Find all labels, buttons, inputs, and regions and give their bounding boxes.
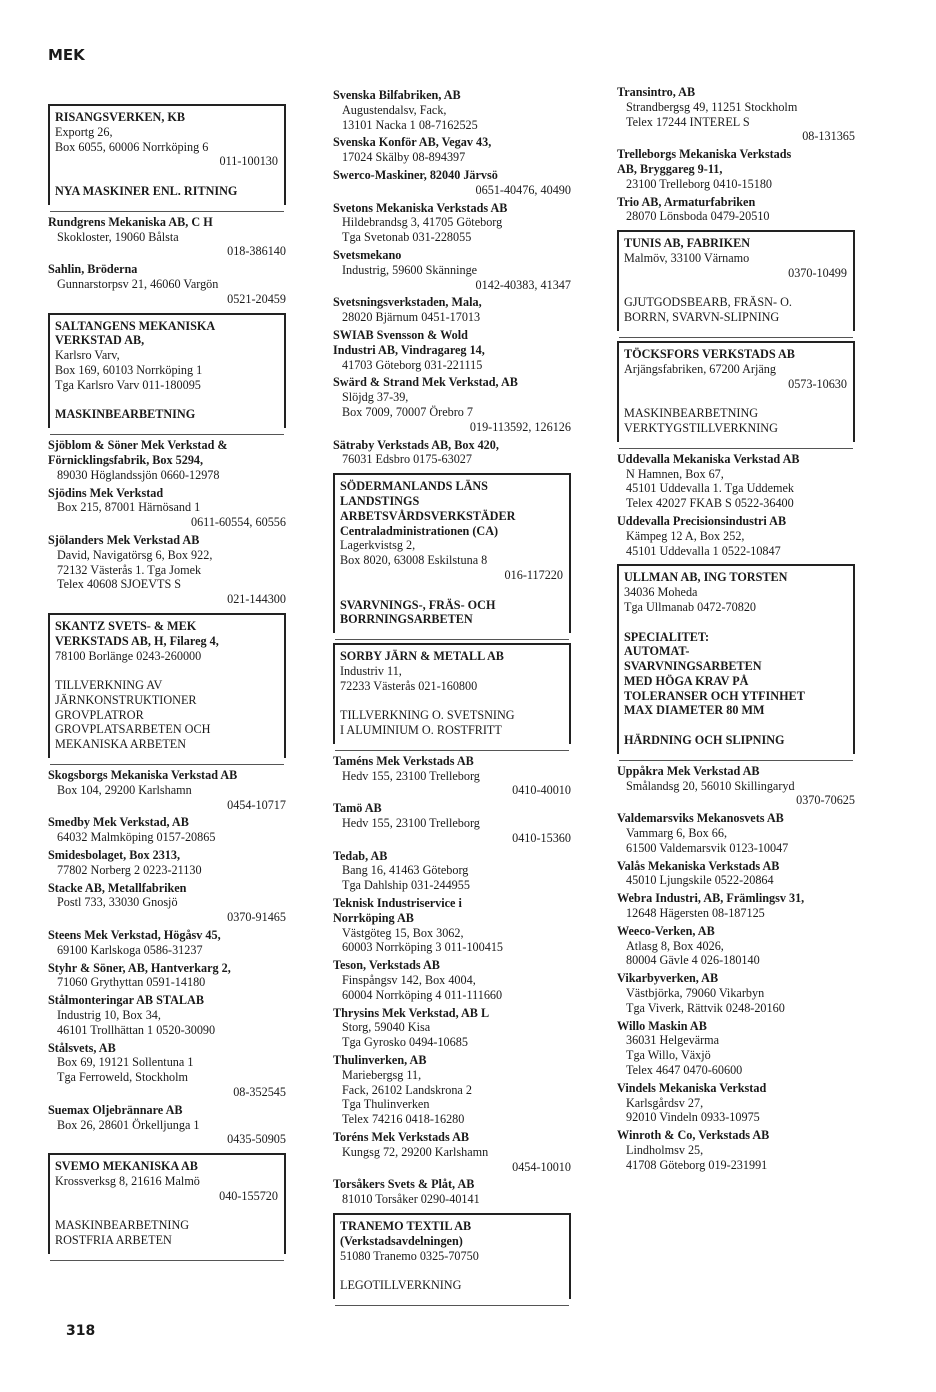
- listing-line: Karlsro Varv,: [55, 348, 120, 363]
- listing-line: Box 104, 29200 Karlshamn: [57, 782, 192, 797]
- listing-name: Thrysins Mek Verkstad, AB L: [333, 1005, 490, 1020]
- listing-entry: [48, 1103, 286, 1147]
- listing-line: Telex 17244 INTEREL S: [626, 114, 750, 129]
- listing-name: Svenska Bilfabriken, AB: [333, 88, 461, 102]
- directory-column-3: [617, 85, 855, 1176]
- listing-line: GJUTGODSBEARB, FRÄSN- O.: [624, 295, 792, 310]
- listing-line: 0454-10717: [227, 797, 286, 812]
- listing-entry: [617, 924, 855, 968]
- listing-line: 016-117220: [504, 567, 563, 582]
- listing-line: LEGOTILLVERKNING: [340, 1278, 462, 1293]
- listing-line: AUTOMAT-: [624, 644, 690, 659]
- listing-line: Industrig 10, Box 34,: [57, 1008, 161, 1023]
- listing-entry: [333, 1177, 571, 1207]
- listing-line: MASKINBEARBETNING: [624, 406, 759, 421]
- listing-line: Box 215, 87001 Härnösand 1: [57, 500, 201, 515]
- listing-line: HÄRDNING OCH SLIPNING: [624, 733, 785, 748]
- listing-line: JÄRNKONSTRUKTIONER: [55, 692, 197, 707]
- listing-line: 0410-40010: [512, 783, 571, 798]
- listing-line: Box 6055, 60006 Norrköping 6: [55, 139, 209, 154]
- listing-line: Postl 733, 33030 Gnosjö: [57, 895, 178, 910]
- listing-line: NYA MASKINER ENL. RITNING: [55, 183, 238, 198]
- listing-entry: [48, 262, 286, 306]
- listing-line: 45010 Ljungskile 0522-20864: [626, 873, 774, 888]
- listing-line: Box 26, 28601 Örkelljunga 1: [57, 1117, 200, 1132]
- listing-line: 0370-10499: [788, 265, 847, 280]
- listing-name: Svetsningsverkstaden, Mala,: [333, 295, 482, 310]
- listing-line: I ALUMINIUM O. ROSTFRITT: [340, 723, 502, 738]
- listing-name: Tedab, AB: [333, 848, 388, 863]
- listing-line: 13101 Nacka 1 08-7162525: [342, 117, 478, 132]
- listing-line: Tga Svetonab 031-228055: [342, 230, 472, 245]
- listing-line: [55, 393, 278, 408]
- listing-entry: [333, 896, 571, 955]
- listing-line: Exportg 26,: [55, 124, 113, 139]
- listing-entry: [617, 514, 855, 558]
- listing-line: Västbjörka, 79060 Vikarbyn: [626, 986, 765, 1001]
- listing-entry: [333, 88, 571, 132]
- listing-line: BORRN, SVARVN-SLIPNING: [624, 310, 780, 325]
- listing-line: 45101 Uddevalla 1 0522-10847: [626, 543, 781, 558]
- listing-name: Smedby Mek Verkstad, AB: [48, 815, 189, 830]
- listing-name: Svetsmekano: [333, 247, 402, 262]
- listing-line: Lindholmsv 25,: [626, 1143, 704, 1157]
- listing-entry: [48, 815, 286, 845]
- listing-name: SORBY JÄRN & METALL AB: [340, 649, 504, 664]
- listing-name: Svenska Konför AB, Vegav 43,: [333, 135, 492, 150]
- listing-line: BORRNINGSARBETEN: [340, 612, 473, 627]
- listing-name: SÖDERMANLANDS LÄNS: [340, 479, 488, 494]
- listing-name: RISANGSVERKEN, KB: [55, 110, 186, 124]
- listing-name: Uddevalla Mekaniska Verkstad AB: [617, 451, 800, 466]
- listing-line: Centraladministrationen (CA): [340, 523, 499, 538]
- listing-name: Valdemarsviks Mekanosvets AB: [617, 811, 784, 826]
- listing-line: Tga Thulinverken: [342, 1097, 430, 1112]
- listing-entry: [333, 1130, 571, 1174]
- listing-line: 08-131365: [802, 129, 855, 144]
- listing-name: Sätraby Verkstads AB, Box 420,: [333, 437, 499, 452]
- listing-name: Thulinverken, AB: [333, 1053, 427, 1068]
- listing-line: VERKSTADS AB, H, Filareg 4,: [55, 633, 219, 648]
- listing-name: Vikarbyverken, AB: [617, 971, 719, 986]
- listing-line: 0142-40383, 41347: [475, 277, 571, 292]
- listing-entry: [48, 881, 286, 925]
- listing-name: Sahlin, Bröderna: [48, 262, 138, 277]
- listing-line: Industri AB, Vindragareg 14,: [333, 342, 485, 357]
- listing-entry: [333, 958, 571, 1002]
- listing-entry: [333, 801, 571, 845]
- listing-name: Webra Industri, AB, Främlingsv 31,: [617, 891, 805, 906]
- listing-line: Arjängsfabriken, 67200 Arjäng: [624, 361, 776, 376]
- listing-line: 0573-10630: [788, 376, 847, 391]
- listing-entry: [48, 961, 286, 991]
- listing-name: Stålsvets, AB: [48, 1040, 116, 1055]
- listing-line: SVARVNINGS-, FRÄS- OCH: [340, 597, 496, 612]
- listing-line: MASKINBEARBETNING: [55, 1218, 190, 1233]
- listing-line: TILLVERKNING O. SVETSNING: [340, 708, 515, 723]
- listing-line: Smålandsg 20, 56010 Skillingaryd: [626, 778, 795, 793]
- listing-line: 28070 Lönsboda 0479-20510: [626, 209, 770, 224]
- listing-entry: [333, 295, 571, 325]
- listing-line: SPECIALITET:: [624, 629, 710, 644]
- listing-name: ULLMAN AB, ING TORSTEN: [624, 570, 788, 585]
- listing-line: 040-155720: [219, 1188, 278, 1203]
- listing-line: [340, 583, 563, 598]
- listing-line: Förnicklingsfabrik, Box 5294,: [48, 452, 204, 467]
- listing-entry: [48, 533, 286, 607]
- listing-line: Fack, 26102 Landskrona 2: [342, 1082, 472, 1097]
- listing-name: SVEMO MEKANISKA AB: [55, 1159, 198, 1174]
- listing-name: Steens Mek Verkstad, Högåsv 45,: [48, 928, 221, 943]
- listing-line: 72233 Västerås 021-160800: [340, 678, 478, 693]
- listing-entry: [617, 891, 855, 921]
- listing-line: [624, 281, 847, 296]
- listing-line: Telex 4647 0470-60600: [626, 1063, 743, 1078]
- listing-entry: [333, 754, 571, 798]
- listing-entry: [48, 768, 286, 812]
- listing-line: David, Navigatörsg 6, Box 922,: [57, 547, 213, 562]
- listing-line: (Verkstadsavdelningen): [340, 1233, 463, 1248]
- listing-line: Box 169, 60103 Norrköping 1: [55, 362, 203, 377]
- listing-name: TÖCKSFORS VERKSTADS AB: [624, 346, 795, 361]
- listing-line: 71060 Grythyttan 0591-14180: [57, 975, 206, 990]
- listing-line: 60003 Norrköping 3 011-100415: [342, 940, 504, 955]
- listing-name: Transintro, AB: [617, 85, 696, 99]
- listing-name: Weeco-Verken, AB: [617, 923, 715, 938]
- listing-line: [624, 391, 847, 406]
- listing-line: [55, 169, 278, 184]
- listing-line: 78100 Borlänge 0243-260000: [55, 648, 202, 663]
- listing-line: Storg, 59040 Kisa: [342, 1020, 431, 1035]
- boxed-listing: [617, 230, 855, 331]
- listing-line: Vammarg 6, Box 66,: [626, 826, 727, 841]
- page-header: MEK: [48, 46, 85, 64]
- listing-line: 51080 Tranemo 0325-70750: [340, 1248, 479, 1263]
- listing-line: VERKTYGSTILLVERKNING: [624, 420, 778, 435]
- listing-name: Suemax Oljebrännare AB: [48, 1102, 183, 1117]
- listing-entry: [333, 849, 571, 893]
- listing-line: Skokloster, 19060 Bålsta: [57, 229, 179, 244]
- listing-entry: [48, 486, 286, 530]
- listing-line: 34036 Moheda: [624, 585, 698, 600]
- listing-line: LANDSTINGS: [340, 493, 420, 508]
- listing-line: TOLERANSER OCH YTFINHET: [624, 688, 805, 703]
- boxed-listing: [333, 1213, 571, 1299]
- listing-line: Kämpeg 12 A, Box 252,: [626, 528, 745, 543]
- listing-name: Styhr & Söner, AB, Hantverkarg 2,: [48, 960, 231, 975]
- listing-line: [340, 1263, 563, 1278]
- listing-entry: [48, 928, 286, 958]
- listing-name: Skogsborgs Mekaniska Verkstad AB: [48, 768, 238, 783]
- listing-name: SALTANGENS MEKANISKA: [55, 318, 216, 333]
- listing-entry: [617, 1128, 855, 1172]
- listing-name: Stålmonteringar AB STALAB: [48, 993, 204, 1008]
- listing-line: Box 7009, 70007 Örebro 7: [342, 404, 474, 419]
- listing-line: Karlsgårdsv 27,: [626, 1095, 704, 1110]
- listing-line: 17024 Skälby 08-894397: [342, 150, 466, 165]
- listing-name: Sjöblom & Söner Mek Verkstad &: [48, 438, 228, 453]
- listing-name: Teknisk Industriservice i: [333, 896, 462, 911]
- listing-line: 92010 Vindeln 0933-10975: [626, 1110, 760, 1125]
- listing-line: 46101 Trollhättan 1 0520-30090: [57, 1022, 216, 1037]
- listing-line: 28020 Bjärnum 0451-17013: [342, 310, 481, 325]
- boxed-listing: [333, 643, 571, 744]
- listing-name: TRANEMO TEXTIL AB: [340, 1218, 472, 1233]
- listing-line: 0454-10010: [512, 1159, 571, 1174]
- listing-name: SWIAB Svensson & Wold: [333, 327, 468, 342]
- listing-entry: [333, 328, 571, 372]
- listing-line: MEKANISKA ARBETEN: [55, 737, 187, 752]
- listing-entry: [617, 147, 855, 191]
- listing-name: Svetons Mekaniska Verkstads AB: [333, 200, 508, 215]
- directory-column-1: [48, 98, 286, 1264]
- listing-name: Sjölanders Mek Verkstad AB: [48, 532, 200, 547]
- listing-line: Tga Gyrosko 0494-10685: [342, 1035, 468, 1050]
- listing-name: Tamö AB: [333, 801, 382, 816]
- listing-entry: [48, 1041, 286, 1100]
- listing-name: Teson, Verkstads AB: [333, 958, 440, 973]
- listing-line: Gunnarstorpsv 21, 46060 Vargön: [57, 276, 219, 291]
- listing-entry: [617, 971, 855, 1015]
- listing-entry: [333, 375, 571, 434]
- listing-line: 81010 Torsåker 0290-40141: [342, 1192, 480, 1207]
- listing-name: Winroth & Co, Verkstads AB: [617, 1128, 770, 1143]
- listing-line: 41708 Göteborg 019-231991: [626, 1157, 768, 1172]
- listing-name: SKANTZ SVETS- & MEK: [55, 618, 197, 633]
- listing-line: [624, 718, 847, 733]
- listing-line: MASKINBEARBETNING: [55, 407, 196, 422]
- listing-line: Bang 16, 41463 Göteborg: [342, 863, 469, 878]
- listing-line: Hedv 155, 23100 Trelleborg: [342, 768, 480, 783]
- listing-line: [55, 663, 278, 678]
- listing-entry: [48, 993, 286, 1037]
- listing-line: Krossverksg 8, 21616 Malmö: [55, 1174, 200, 1188]
- listing-name: Taméns Mek Verkstads AB: [333, 753, 474, 768]
- listing-line: 019-113592, 126126: [469, 419, 571, 434]
- listing-line: Augustendalsv, Fack,: [342, 102, 447, 117]
- listing-line: VERKSTAD AB,: [55, 333, 145, 348]
- listing-line: N Hamnen, Box 67,: [626, 466, 724, 481]
- listing-line: MAX DIAMETER 80 MM: [624, 703, 765, 718]
- boxed-listing: [48, 1153, 286, 1254]
- listing-line: Tga Ullmanab 0472-70820: [624, 599, 757, 614]
- listing-line: [624, 615, 847, 630]
- listing-name: Swerco-Maskiner, 82040 Järvsö: [333, 167, 498, 182]
- listing-entry: [617, 452, 855, 511]
- listing-line: 72132 Västerås 1. Tga Jomek: [57, 562, 202, 577]
- listing-name: Vindels Mekaniska Verkstad: [617, 1080, 767, 1095]
- listing-line: Industrig, 59600 Skänninge: [342, 262, 478, 277]
- listing-entry: [48, 215, 286, 259]
- listing-line: Mariebergsg 11,: [342, 1067, 422, 1082]
- listing-line: Tga Willo, Växjö: [626, 1048, 711, 1063]
- listing-entry: [333, 248, 571, 292]
- listing-entry: [617, 764, 855, 808]
- listing-line: 76031 Edsbro 0175-63027: [342, 452, 472, 467]
- listing-entry: [333, 438, 571, 468]
- listing-line: 77802 Norberg 2 0223-21130: [57, 862, 202, 877]
- listing-line: 0651-40476, 40490: [475, 182, 571, 197]
- listing-line: Malmöv, 33100 Värnamo: [624, 250, 750, 265]
- listing-line: Tga Karlsro Varv 011-180095: [55, 377, 201, 392]
- listing-line: Telex 74216 0418-16280: [342, 1112, 465, 1127]
- listing-line: 0435-50905: [227, 1132, 286, 1147]
- directory-column-2: [333, 88, 571, 1309]
- listing-line: Box 69, 19121 Sollentuna 1: [57, 1055, 194, 1070]
- listing-name: Valås Mekaniska Verkstads AB: [617, 858, 780, 873]
- listing-name: Sjödins Mek Verkstad: [48, 485, 164, 500]
- listing-line: Norrköping AB: [333, 910, 414, 925]
- listing-name: Uddevalla Precisionsindustri AB: [617, 513, 787, 528]
- listing-line: Tga Dahlship 031-244955: [342, 878, 470, 893]
- listing-line: Tga Ferroweld, Stockholm: [57, 1070, 188, 1085]
- listing-line: [340, 693, 563, 708]
- listing-line: 64032 Malmköping 0157-20865: [57, 830, 216, 845]
- listing-entry: [333, 135, 571, 165]
- listing-name: Toréns Mek Verkstads AB: [333, 1130, 470, 1144]
- listing-name: Trelleborgs Mekaniska Verkstads: [617, 147, 792, 162]
- listing-line: 61500 Valdemarsvik 0123-10047: [626, 840, 789, 855]
- listing-line: Industriv 11,: [340, 663, 402, 678]
- listing-line: 69100 Karlskoga 0586-31237: [57, 942, 203, 957]
- listing-line: Atlasg 8, Box 4026,: [626, 938, 724, 953]
- listing-entry: [617, 859, 855, 889]
- listing-line: Hedv 155, 23100 Trelleborg: [342, 816, 480, 831]
- boxed-listing: [617, 564, 855, 754]
- listing-line: 011-100130: [219, 154, 278, 169]
- boxed-listing: [48, 313, 286, 429]
- listing-entry: [48, 438, 286, 482]
- listing-name: Willo Maskin AB: [617, 1018, 707, 1033]
- listing-line: TILLVERKNING AV: [55, 678, 163, 693]
- listing-line: Tga Viverk, Rättvik 0248-20160: [626, 1000, 785, 1015]
- listing-line: 0521-20459: [227, 291, 286, 306]
- boxed-listing: [617, 341, 855, 442]
- listing-line: Lagerkvistsg 2,: [340, 538, 416, 553]
- listing-line: 36031 Helgevärma: [626, 1033, 720, 1048]
- listing-line: 018-386140: [227, 244, 286, 259]
- listing-line: Kungsg 72, 29200 Karlshamn: [342, 1144, 489, 1159]
- listing-line: ROSTFRIA ARBETEN: [55, 1233, 172, 1248]
- listing-entry: [333, 1053, 571, 1127]
- listing-entry: [617, 1019, 855, 1078]
- listing-line: Telex 42027 FKAB S 0522-36400: [626, 496, 794, 511]
- listing-line: 41703 Göteborg 031-221115: [342, 357, 483, 372]
- listing-name: Smidesbolaget, Box 2313,: [48, 848, 181, 863]
- listing-line: Västgöteg 15, Box 3062,: [342, 925, 464, 940]
- listing-line: Hildebrandsg 3, 41705 Göteborg: [342, 215, 503, 230]
- listing-line: SVARVNINGSARBETEN: [624, 659, 762, 674]
- listing-name: Uppåkra Mek Verkstad AB: [617, 763, 760, 778]
- listing-line: 45101 Uddevalla 1. Tga Uddemek: [626, 481, 794, 496]
- listing-line: AB, Bryggareg 9-11,: [617, 161, 723, 176]
- listing-entry: [48, 848, 286, 878]
- listing-line: ARBETSVÅRDSVERKSTÄDER: [340, 508, 516, 523]
- listing-entry: [617, 811, 855, 855]
- listing-line: 021-144300: [227, 592, 286, 607]
- listing-line: 0611-60554, 60556: [190, 515, 286, 530]
- listing-entry: [333, 1006, 571, 1050]
- listing-line: 08-352545: [233, 1085, 286, 1100]
- listing-line: Strandbergsg 49, 11251 Stockholm: [626, 99, 798, 114]
- listing-name: Trio AB, Armaturfabriken: [617, 194, 756, 209]
- listing-line: [55, 1204, 278, 1219]
- listing-name: Swärd & Strand Mek Verkstad, AB: [333, 375, 518, 390]
- listing-line: Slöjdg 37-39,: [342, 390, 409, 405]
- listing-entry: [617, 195, 855, 225]
- page-number: 318: [66, 1323, 96, 1339]
- listing-name: Rundgrens Mekaniska AB, C H: [48, 214, 213, 229]
- listing-name: Stacke AB, Metallfabriken: [48, 880, 187, 895]
- listing-line: 0370-70625: [796, 793, 855, 808]
- listing-line: 60004 Norrköping 4 011-111660: [342, 987, 503, 1002]
- boxed-listing: [48, 613, 286, 758]
- listing-name: Torsåkers Svets & Plåt, AB: [333, 1177, 475, 1192]
- listing-entry: [333, 201, 571, 245]
- listing-line: Telex 40608 SJOEVTS S: [57, 577, 182, 592]
- listing-line: MED HÖGA KRAV PÅ: [624, 673, 749, 688]
- boxed-listing: [48, 104, 286, 205]
- listing-line: 89030 Höglandssjön 0660-12978: [57, 467, 220, 482]
- listing-line: Box 8020, 63008 Eskilstuna 8: [340, 553, 488, 568]
- listing-line: GROVPLATROR: [55, 707, 144, 722]
- listing-line: 12648 Hägersten 08-187125: [626, 906, 765, 921]
- listing-entry: [617, 85, 855, 144]
- boxed-listing: [333, 473, 571, 633]
- listing-name: TUNIS AB, FABRIKEN: [624, 236, 751, 251]
- listing-line: 0370-91465: [227, 910, 286, 925]
- listing-line: GROVPLATSARBETEN OCH: [55, 722, 211, 737]
- listing-line: Finspångsv 142, Box 4004,: [342, 973, 476, 988]
- listing-line: 23100 Trelleborg 0410-15180: [626, 176, 773, 191]
- listing-entry: [333, 168, 571, 198]
- listing-line: 0410-15360: [512, 830, 571, 845]
- listing-entry: [617, 1081, 855, 1125]
- listing-line: 80004 Gävle 4 026-180140: [626, 953, 760, 968]
